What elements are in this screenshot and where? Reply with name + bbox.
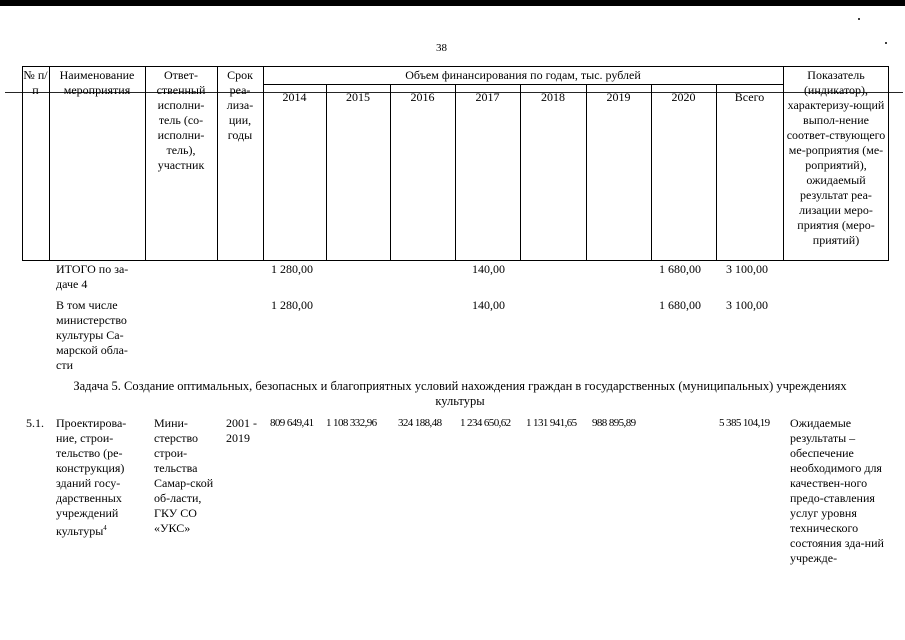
page-number: 38: [436, 42, 447, 54]
item-5-1-total: 5 385 104,19: [719, 417, 770, 429]
item-5-1-term: 2001 - 2019: [226, 416, 257, 445]
scan-speck: [858, 18, 860, 20]
item-5-1-name: [56, 416, 144, 539]
col-border: [217, 66, 218, 261]
item-5-1-2019: 988 895,89: [592, 417, 636, 429]
col-border: [783, 66, 784, 261]
funding-subheader-line: [263, 84, 783, 85]
table-top-border: [22, 66, 888, 67]
col-border: [455, 84, 456, 261]
header-year-2016: 2016: [410, 90, 435, 104]
header-col-indicator: Показатель (индикатор), характеризу-ющий выпол-нение соответ-ствующего ме-роприятия (ме-роприятий), ожидаемый результат реа-лизации меро-приятия (меро-приятий): [786, 68, 886, 247]
row-ministry-total: 3 100,00: [726, 298, 768, 312]
row-total-task4-2017: 140,00: [472, 262, 505, 276]
scan-speck: [885, 42, 887, 44]
item-5-1-name-text: Проектирова-ние, строи-тельство (ре-конструкция) зданий госу-дарственных учреждений культуры: [56, 416, 127, 538]
col-border: [520, 84, 521, 261]
item-5-1-2016: 324 188,48: [398, 417, 442, 429]
header-year-2020: 2020: [671, 90, 696, 104]
header-year-2014: 2014: [282, 90, 307, 104]
col-border: [326, 84, 327, 261]
item-5-1-indicator: Ожидаемые результаты – обеспечение необходимого для качествен-ного предо-ставления услуг уровня технического состояния зда-ний учрежде-: [790, 416, 884, 565]
footnote-mark: 4: [103, 524, 107, 532]
col-border: [888, 66, 889, 261]
row-ministry-2020: 1 680,00: [659, 298, 701, 312]
header-year-total: Всего: [734, 90, 765, 104]
header-col-term: Срок реа-лиза-ции, годы: [226, 68, 254, 142]
row-total-task4-2014: 1 280,00: [271, 262, 313, 276]
row-total-task4-2020: 1 680,00: [659, 262, 701, 276]
header-col-name: Наименование мероприятия: [59, 68, 135, 97]
header-year-2018: 2018: [541, 90, 565, 104]
row-ministry-2017: 140,00: [472, 298, 505, 312]
header-col-num: № п/п: [23, 68, 48, 97]
header-year-2019: 2019: [606, 90, 631, 104]
header-year-2015: 2015: [346, 90, 370, 104]
header-col-responsible: Ответ-ственный исполни-тель (со-исполни-тель), участник: [156, 68, 206, 172]
col-border: [716, 84, 717, 261]
col-border: [49, 66, 50, 261]
row-total-task4-total: 3 100,00: [726, 262, 768, 276]
item-5-1-number: 5.1.: [26, 416, 44, 430]
col-border: [390, 84, 391, 261]
item-5-1-responsible: Мини-стерство строи-тельства Самар-ской об-ласти, ГКУ СО «УКС»: [154, 416, 214, 535]
task5-title: Задача 5. Создание оптимальных, безопасных и благоприятных условий нахождения граждан в государственных (муниципальных) учреждениях культуры: [73, 379, 847, 408]
row-total-task4-name: ИТОГО по за-даче 4: [56, 262, 129, 291]
scan-top-border: [0, 0, 905, 6]
item-5-1-2018: 1 131 941,65: [526, 417, 577, 429]
item-5-1-2017: 1 234 650,62: [460, 417, 511, 429]
col-border: [586, 84, 587, 261]
row-ministry-2014: 1 280,00: [271, 298, 313, 312]
item-5-1-2015: 1 108 332,96: [326, 417, 377, 429]
header-col-funding: Объем финансирования по годам, тыс. рублей: [405, 68, 641, 82]
row-ministry-name: В том числе министерство культуры Са-марской обла-сти: [56, 298, 128, 372]
header-year-2017: 2017: [475, 90, 500, 104]
col-border: [145, 66, 146, 261]
col-border: [651, 84, 652, 261]
item-5-1-2014: 809 649,41: [270, 417, 314, 429]
